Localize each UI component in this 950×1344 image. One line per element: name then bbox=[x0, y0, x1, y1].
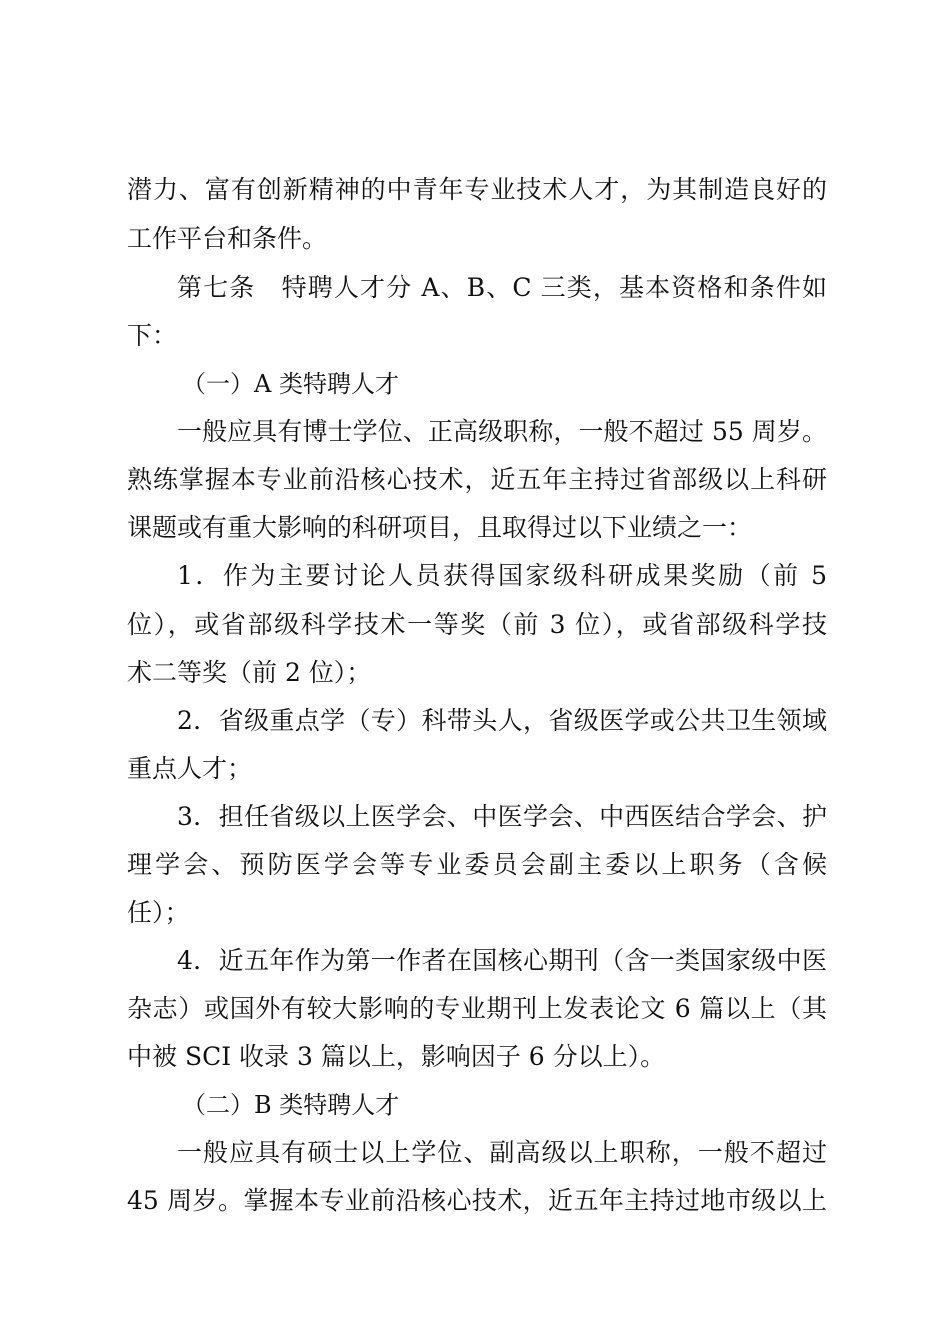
paragraph-line: 潜力、富有创新精神的中青年专业技术人才，为其制造良好的 bbox=[127, 175, 827, 204]
paragraph-line: 一般应具有博士学位、正高级职称，一般不超过 55 周岁。 bbox=[177, 417, 827, 446]
list-item-line: 1．作为主要讨论人员获得国家级科研成果奖励（前 5 bbox=[177, 561, 827, 590]
list-item-line: 4．近五年作为第一作者在国核心期刊（含一类国家级中医 bbox=[177, 946, 827, 975]
list-item-line: 任）； bbox=[127, 898, 190, 927]
paragraph-line: 下： bbox=[127, 321, 178, 350]
paragraph-line: 熟练掌握本专业前沿核心技术，近五年主持过省部级以上科研 bbox=[127, 465, 827, 494]
list-item-line: 杂志）或国外有较大影响的专业期刊上发表论文 6 篇以上（其 bbox=[127, 994, 827, 1023]
list-item-line: 3．担任省级以上医学会、中医学会、中西医结合学会、护 bbox=[177, 802, 827, 831]
paragraph-line: 工作平台和条件。 bbox=[127, 224, 328, 253]
section-heading-a: （一）A 类特聘人才 bbox=[182, 370, 399, 398]
list-item-line: 重点人才； bbox=[127, 754, 253, 783]
paragraph-line: 一般应具有硕士以上学位、副高级以上职称，一般不超过 bbox=[177, 1138, 827, 1167]
list-item-line: 2．省级重点学（专）科带头人，省级医学或公共卫生领域 bbox=[177, 706, 827, 735]
list-item-line: 理学会、预防医学会等专业委员会副主委以上职务（含候 bbox=[127, 850, 827, 879]
section-heading-b: （二）B 类特聘人才 bbox=[182, 1091, 400, 1119]
list-item-line: 中被 SCI 收录 3 篇以上，影响因子 6 分以上）。 bbox=[127, 1042, 666, 1071]
article-heading-line: 第七条 特聘人才分 A、B、C 三类，基本资格和条件如 bbox=[177, 273, 827, 302]
list-item-line: 位），或省部级科学技术一等奖（前 3 位），或省部级科学技 bbox=[127, 610, 827, 639]
paragraph-line: 45 周岁。掌握本专业前沿核心技术，近五年主持过地市级以上 bbox=[127, 1186, 827, 1215]
paragraph-line: 课题或有重大影响的科研项目，且取得过以下业绩之一： bbox=[127, 513, 753, 542]
list-item-line: 术二等奖（前 2 位）； bbox=[127, 658, 372, 687]
